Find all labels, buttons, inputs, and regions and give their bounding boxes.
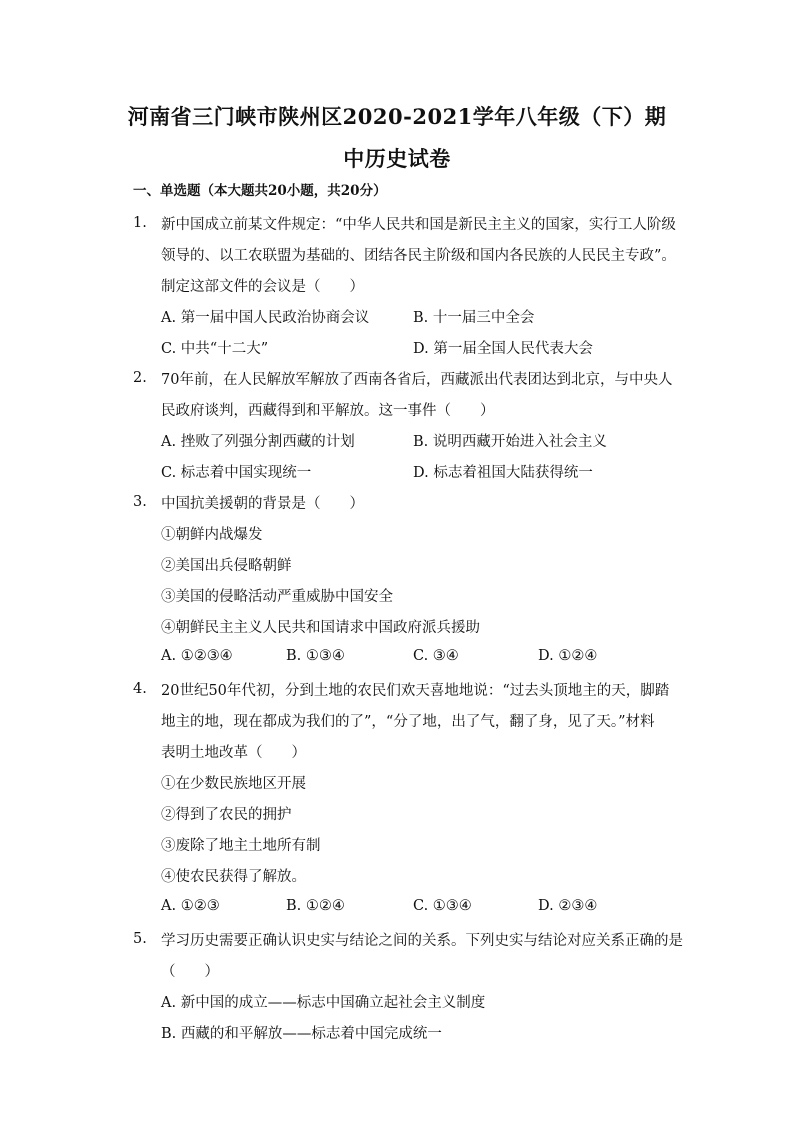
- statement-4: ④使农民获得了解放。: [161, 869, 306, 885]
- question-text-line: 制定这部文件的会议是（ ）: [161, 279, 364, 295]
- question-text-line: 民政府谈判，西藏得到和平解放。这一事件（ ）: [161, 403, 495, 419]
- exam-title-line2: 中历史试卷: [343, 146, 451, 171]
- option-d[interactable]: D. 标志着祖国大陆获得统一: [413, 465, 593, 481]
- option-a[interactable]: A. ①②③④: [161, 648, 233, 664]
- statement-1: ①在少数民族地区开展: [161, 776, 306, 792]
- question-number: 1.: [133, 215, 147, 231]
- option-b[interactable]: B. ①③④: [286, 648, 345, 664]
- option-a[interactable]: A. 挫败了列强分割西藏的计划: [161, 434, 355, 450]
- option-b[interactable]: B. 说明西藏开始进入社会主义: [413, 434, 607, 450]
- question-number: 3.: [133, 494, 147, 510]
- statement-2: ②美国出兵侵略朝鲜: [161, 558, 292, 574]
- option-c[interactable]: C. 中共“十二大”: [161, 341, 269, 357]
- statement-3: ③废除了地主土地所有制: [161, 838, 321, 854]
- option-c[interactable]: C. 标志着中国实现统一: [161, 465, 312, 481]
- question-text-line: 表明土地改革（ ）: [161, 745, 306, 761]
- statement-3: ③美国的侵略活动严重威胁中国安全: [161, 589, 393, 605]
- exam-title-line1: 河南省三门峡市陕州区2020-2021学年八年级（下）期: [127, 104, 667, 129]
- question-text-line: 20世纪50年代初，分到土地的农民们欢天喜地地说：“过去头顶地主的天，脚踏: [161, 683, 670, 699]
- option-b[interactable]: B. 十一届三中全会: [413, 310, 535, 326]
- question-text-line: 地主的地，现在都成为我们的了”，“分了地，出了气，翻了身，见了天。”材料: [161, 714, 655, 730]
- option-d[interactable]: D. ②③④: [538, 898, 598, 914]
- question-text-line: 中国抗美援朝的背景是（ ）: [161, 496, 364, 512]
- option-a[interactable]: A. 新中国的成立——标志中国确立起社会主义制度: [161, 995, 486, 1011]
- option-b[interactable]: B. ①②④: [286, 898, 345, 914]
- option-a[interactable]: A. ①②③: [161, 898, 220, 914]
- question-text-line: 领导的、以工农联盟为基础的、团结各民主阶级和国内各民族的人民民主专政”。: [161, 248, 676, 264]
- question-text-line: 学习历史需要正确认识史实与结论之间的关系。下列史实与结论对应关系正确的是: [161, 933, 683, 949]
- question-number: 2.: [133, 370, 147, 386]
- option-a[interactable]: A. 第一届中国人民政治协商会议: [161, 310, 370, 326]
- option-c[interactable]: C. ①③④: [413, 898, 472, 914]
- statement-1: ①朝鲜内战爆发: [161, 527, 263, 543]
- option-b[interactable]: B. 西藏的和平解放——标志着中国完成统一: [161, 1026, 442, 1042]
- question-text-line: 新中国成立前某文件规定：“中华人民共和国是新民主主义的国家，实行工人阶级: [161, 217, 676, 233]
- section-heading: 一、单选题（本大题共20小题，共20分）: [133, 183, 387, 199]
- option-d[interactable]: D. 第一届全国人民代表大会: [413, 341, 593, 357]
- question-number: 4.: [133, 681, 147, 697]
- question-text-line: （ ）: [161, 964, 219, 980]
- option-d[interactable]: D. ①②④: [538, 648, 598, 664]
- statement-2: ②得到了农民的拥护: [161, 807, 292, 823]
- question-number: 5.: [133, 931, 147, 947]
- question-text-line: 70年前，在人民解放军解放了西南各省后，西藏派出代表团达到北京，与中央人: [161, 372, 673, 388]
- option-c[interactable]: C. ③④: [413, 648, 459, 664]
- statement-4: ④朝鲜民主主义人民共和国请求中国政府派兵援助: [161, 620, 480, 636]
